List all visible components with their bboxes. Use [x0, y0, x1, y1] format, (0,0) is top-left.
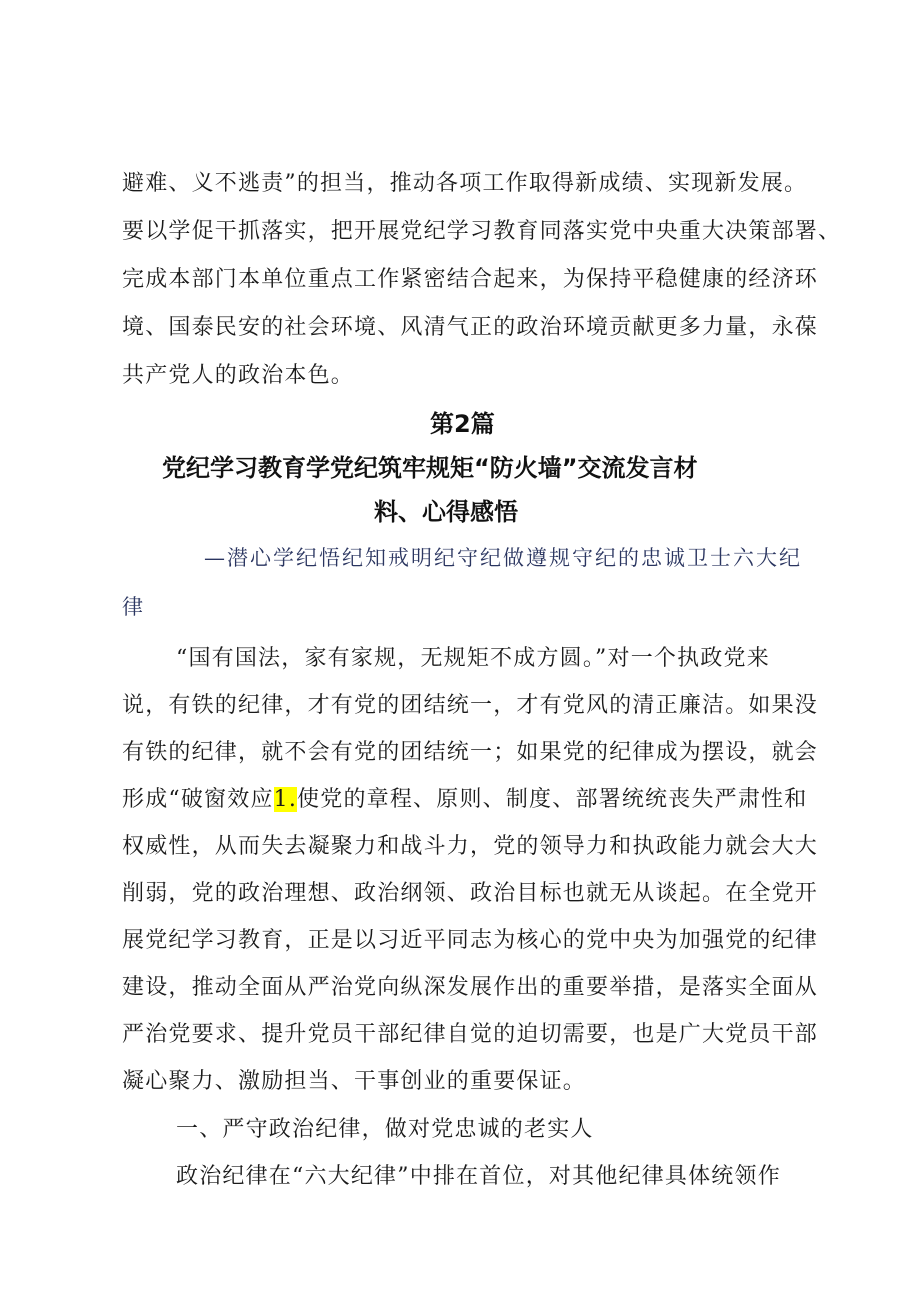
- section-heading-1: 一、严守政治纪律，做对党忠诚的老实人: [176, 1117, 594, 1142]
- body-line-1: “国有国法，家有家规，无规矩不成方圆。”对一个执政党来: [176, 646, 770, 671]
- body-line-6: 削弱，党的政治理想、政治纲领、政治目标也就无从谈起。在全党开: [122, 881, 819, 906]
- continuation-line-4: 境、国泰民安的社会环境、风清气正的政治环境贡献更多力量，永葆: [122, 315, 819, 340]
- body-line-4: [122, 786, 807, 814]
- continuation-line-1: 避难、义不逃责”的担当，推动各项工作取得新成绩、实现新发展。: [122, 171, 808, 196]
- body-line-4-text-after: 使党的章程、原则、制度、部署统统丧失严肃性和: [297, 787, 808, 812]
- continuation-line-5: 共产党人的政治本色。: [122, 363, 355, 388]
- body-line-4-text-before: 形成“破窗效应: [122, 787, 274, 812]
- body-line-5: 权威性，从而失去凝聚力和战斗力，党的领导力和执政能力就会大大: [122, 834, 819, 859]
- body-line-10: 凝心聚力、激励担当、干事创业的重要保证。: [122, 1069, 587, 1094]
- body-line-2: 说，有铁的纪律，才有党的团结统一，才有党风的清正廉洁。如果没: [122, 693, 819, 718]
- body-line-9: 严治党要求、提升党员干部纪律自觉的迫切需要，也是广大党员干部: [122, 1022, 819, 1047]
- article-number: 第2篇: [430, 410, 495, 438]
- article-subtitle-line-2: 律: [122, 595, 145, 619]
- body-line-3: 有铁的纪律，就不会有党的团结统一；如果党的纪律成为摆设，就会: [122, 740, 819, 765]
- article-subtitle-line-1: —潜心学纪悟纪知戒明纪守纪做遵规守纪的忠诚卫士六大纪: [204, 546, 802, 570]
- continuation-line-3: 完成本部门本单位重点工作紧密结合起来，为保持平稳健康的经济环: [122, 267, 819, 292]
- body-line-11: 政治纪律在“六大纪律”中排在首位，对其他纪律具体统领作: [176, 1164, 781, 1189]
- body-line-8: 建设，推动全面从严治党向纵深发展作出的重要举措，是落实全面从: [122, 975, 819, 1000]
- highlighted-marker: 1.: [273, 787, 298, 812]
- body-line-7: 展党纪学习教育，正是以习近平同志为核心的党中央为加强党的纪律: [122, 928, 819, 953]
- article-title-line-2: 料、心得感悟: [374, 498, 518, 526]
- continuation-line-2: 要以学促干抓落实，把开展党纪学习教育同落实党中央重大决策部署、: [122, 219, 842, 244]
- article-title-line-1: 党纪学习教育学党纪筑牢规矩“防火墙”交流发言材: [162, 454, 698, 482]
